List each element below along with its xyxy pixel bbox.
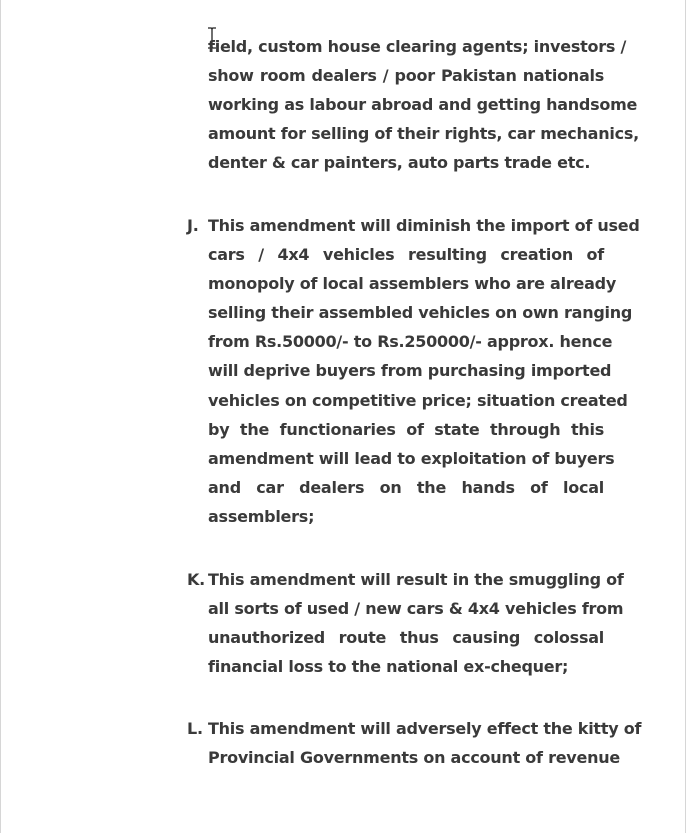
list-item-label: J. xyxy=(187,216,199,235)
paragraph-line: selling their assembled vehicles on own ranging xyxy=(208,303,633,323)
paragraph-line: from Rs.50000/- to Rs.250000/- approx. hence xyxy=(208,332,613,352)
paragraph-line: This amendment will result in the smuggling of xyxy=(208,570,624,589)
paragraph-line: vehicles on competitive price; situation created xyxy=(208,390,628,410)
paragraph-line: cars / 4x4 vehicles resulting creation of xyxy=(208,245,604,265)
list-item-l xyxy=(187,714,642,772)
paragraph-line: amount for selling of their rights, car mechanics, xyxy=(208,124,639,144)
list-item-k xyxy=(187,565,624,681)
paragraph-line: working as labour abroad and getting handsome xyxy=(208,95,638,115)
paragraph-line: show room dealers / poor Pakistan nationals xyxy=(208,66,604,86)
paragraph-line: will deprive buyers from purchasing imported xyxy=(208,361,612,381)
paragraph-line: all sorts of used / new cars & 4x4 vehicles from xyxy=(208,599,624,619)
paragraph-line: This amendment will adversely effect the kitty of xyxy=(208,719,642,738)
paragraph-line: financial loss to the national ex-chequer; xyxy=(208,657,569,677)
paragraph-line: Provincial Governments on account of revenue xyxy=(208,748,620,768)
list-item-label: L. xyxy=(187,719,203,738)
paragraph-line: field, custom house clearing agents; investors / xyxy=(208,37,627,56)
intro-paragraph xyxy=(208,32,639,177)
list-item-label: K. xyxy=(187,570,205,589)
paragraph-line: This amendment will diminish the import of used xyxy=(208,216,640,235)
paragraph-line: and car dealers on the hands of local xyxy=(208,477,604,497)
paragraph-line: monopoly of local assemblers who are already xyxy=(208,274,616,294)
paragraph-line: denter & car painters, auto parts trade etc. xyxy=(208,153,591,173)
paragraph-line: by the functionaries of state through this xyxy=(208,419,604,439)
paragraph-line: unauthorized route thus causing colossal xyxy=(208,628,604,648)
paragraph-line: assemblers; xyxy=(208,506,315,526)
list-item-j xyxy=(187,211,640,531)
paragraph-line: amendment will lead to exploitation of buyers xyxy=(208,448,615,468)
